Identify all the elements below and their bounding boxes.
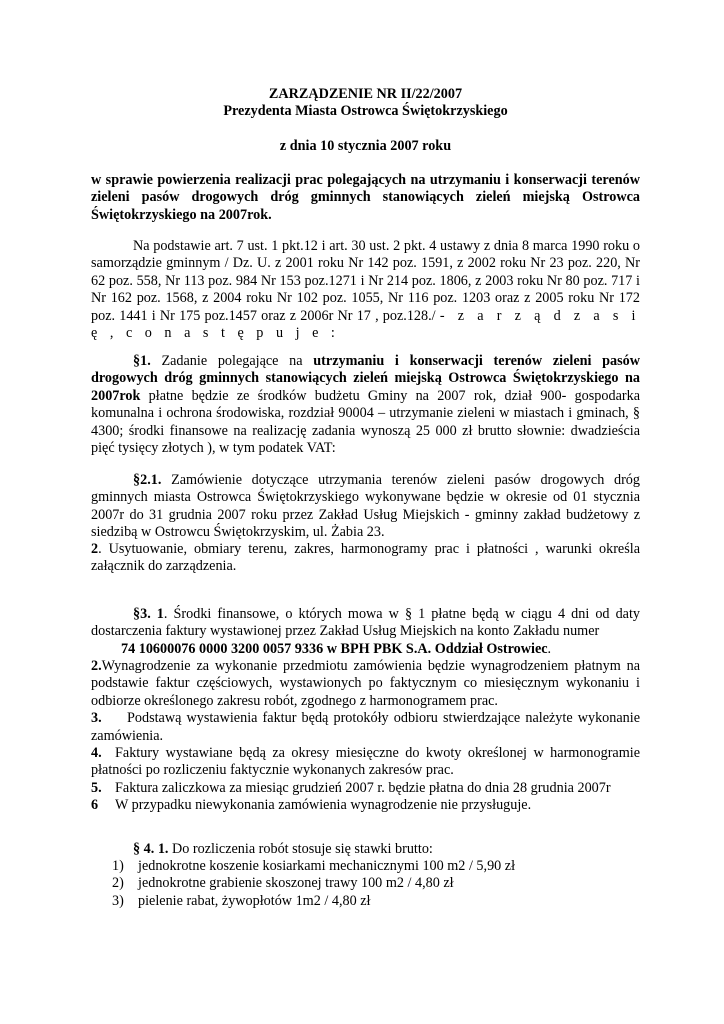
section-2-point-2-label: 2 bbox=[91, 541, 99, 557]
document-date: z dnia 10 stycznia 2007 roku bbox=[279, 138, 452, 154]
point-number: 3. bbox=[91, 710, 102, 727]
list-item-number: 3) bbox=[112, 892, 124, 909]
point-text: Faktury wystawiane będą za okresy miesięczne do kwoty określonej w harmonogramie płatności po rozliczeniu faktycznie wykonanych zakresów prac. bbox=[91, 745, 640, 779]
section-3-point-4 bbox=[91, 745, 640, 780]
preamble-text: Na podstawie art. 7 ust. 1 pkt.12 i art. 30 ust. 2 pkt. 4 ustawy z dnia 8 marca 1990 roku o samorządzie gminnym / Dz. U. z 2001 roku Nr 142 poz. 1591, z 2002 roku Nr 23 poz. 220, Nr 62 poz. 558, Nr 113 poz. 984 Nr 153 poz.1271 i Nr 214 poz. 1806, z 2003 roku Nr 80 poz. 717 i Nr 162 poz. 1568, z 2004 roku Nr 102 poz. 1055, Nr 116 poz. 1203 oraz z 2005 roku Nr 172 poz. 1441 i Nr 175 poz.1457 oraz z 2006r Nr 17 , poz.128./ bbox=[91, 238, 640, 324]
section-3-point-5 bbox=[91, 780, 640, 797]
point-text: Faktura zaliczkowa za miesiąc grudzień 2007 r. będzie płatna do dnia 28 grudnia 2007r bbox=[115, 779, 611, 796]
section-2 bbox=[91, 472, 640, 542]
point-number: 2. bbox=[91, 658, 102, 674]
section-3 bbox=[91, 606, 640, 641]
section-1-label: §1. bbox=[133, 353, 151, 369]
list-item bbox=[112, 858, 640, 875]
section-1-body: płatne będzie ze środków budżetu Gminy na 2007 rok, dział 900- gospodarka komunalna i ochrona środowiska, rozdział 90004 – utrzymanie zieleni w miastach i gminach, § 4300; środki finansowe na realizację zadania wynoszą 25 000 zł brutto słownie: dwadzieścia pięć tysięcy złotych ), w tym podatek VAT: bbox=[91, 387, 640, 457]
list-item-text: pielenie rabat, żywopłotów 1m2 / 4,80 zł bbox=[138, 892, 371, 909]
point-text: Podstawą wystawienia faktur będą protokóły odbioru stwierdzające należyte wykonanie zamówienia. bbox=[91, 710, 640, 744]
list-item-number: 1) bbox=[112, 858, 124, 874]
section-3-points bbox=[91, 658, 640, 815]
list-item-text: jednokrotne koszenie kosiarkami mechanicznymi 100 m2 / 5,90 zł bbox=[138, 858, 516, 874]
section-4 bbox=[91, 841, 640, 858]
point-text: Wynagrodzenie za wykonanie przedmiotu zamówienia będzie wynagrodzeniem płatnym na podstawie faktur częściowych, wystawionych po faktycznym co miesięcznym wykonaniu i odbiorze określonego zakresu robót, zgodnego z harmonogramem prac. bbox=[91, 658, 640, 709]
section-1-task-name: utrzymaniu i konserwacji terenów zieleni pasów drogowych dróg gminnych stanowiących zieleń miejską Ostrowca Świętokrzyskiego na 2007rok bbox=[91, 353, 641, 404]
section-3-label: §3. 1 bbox=[133, 606, 164, 622]
bank-account-end: . bbox=[547, 641, 552, 657]
section-3-point-3 bbox=[91, 710, 640, 745]
section-3-point-6 bbox=[91, 797, 640, 814]
list-item bbox=[112, 893, 640, 910]
point-number: 4. bbox=[91, 745, 102, 762]
document-subject: w sprawie powierzenia realizacji prac polegających na utrzymaniu i konserwacji terenów zieleni pasów drogowych dróg gminnych stanowiących zieleń miejską Ostrowca Świętokrzyskiego na 2007rok. bbox=[91, 172, 640, 223]
list-item-number: 2) bbox=[112, 875, 124, 892]
section-4-body: Do rozliczenia robót stosuje się stawki brutto: bbox=[172, 841, 433, 857]
bank-account bbox=[91, 641, 640, 658]
section-4-label: § 4. 1. bbox=[133, 841, 169, 857]
preamble-decree: - z a r z ą d z a s i ę , c o n a s t ę p u j e : bbox=[91, 307, 641, 342]
document-issuer: Prezydenta Miasta Ostrowca Świętokrzyskiego bbox=[223, 103, 508, 120]
section-2-body: Zamówienie dotyczące utrzymania terenów zieleni pasów drogowych dróg gminnych miasta Ostrowca Świętokrzyskiego wykonywane będzie w okresie od 01 stycznia 2007r do 31 grudnia 2007 roku przez Zakład Usług Miejskich - gminny zakład budżetowy z siedzibą w Ostrowcu Świętokrzyskim, ul. Żabia 23. bbox=[91, 472, 640, 541]
preamble bbox=[91, 238, 640, 342]
section-2-label: §2.1. bbox=[133, 472, 162, 488]
section-1 bbox=[91, 353, 640, 457]
section-1-lead: Zadanie polegające na bbox=[161, 353, 303, 369]
section-2-point-2-text: . Usytuowanie, obmiary terenu, zakres, harmonogramy prac i płatności , warunki określa załącznik do zarządzenia. bbox=[91, 541, 640, 575]
point-text: W przypadku niewykonania zamówienia wynagrodzenie nie przysługuje. bbox=[115, 797, 532, 814]
rate-list bbox=[112, 858, 640, 910]
list-item bbox=[112, 875, 640, 892]
section-2-point-2 bbox=[91, 541, 640, 576]
point-number: 6 bbox=[91, 797, 99, 814]
point-number: 5. bbox=[91, 779, 102, 796]
document-title: ZARZĄDZENIE NR II/22/2007 bbox=[268, 86, 463, 102]
bank-account-number: 74 10600076 0000 3200 0057 9336 w BPH PBK S.A. Oddział Ostrowiec bbox=[121, 641, 548, 657]
document-header bbox=[91, 86, 640, 121]
list-item-text: jednokrotne grabienie skoszonej trawy 100 m2 / 4,80 zł bbox=[138, 875, 454, 892]
section-3-point-2 bbox=[91, 658, 640, 710]
section-3-body: . Środki finansowe, o których mowa w § 1 płatne będą w ciągu 4 dni od daty dostarczenia faktury wystawionej przez Zakład Usług Miejskich na konto Zakładu numer bbox=[91, 606, 641, 640]
